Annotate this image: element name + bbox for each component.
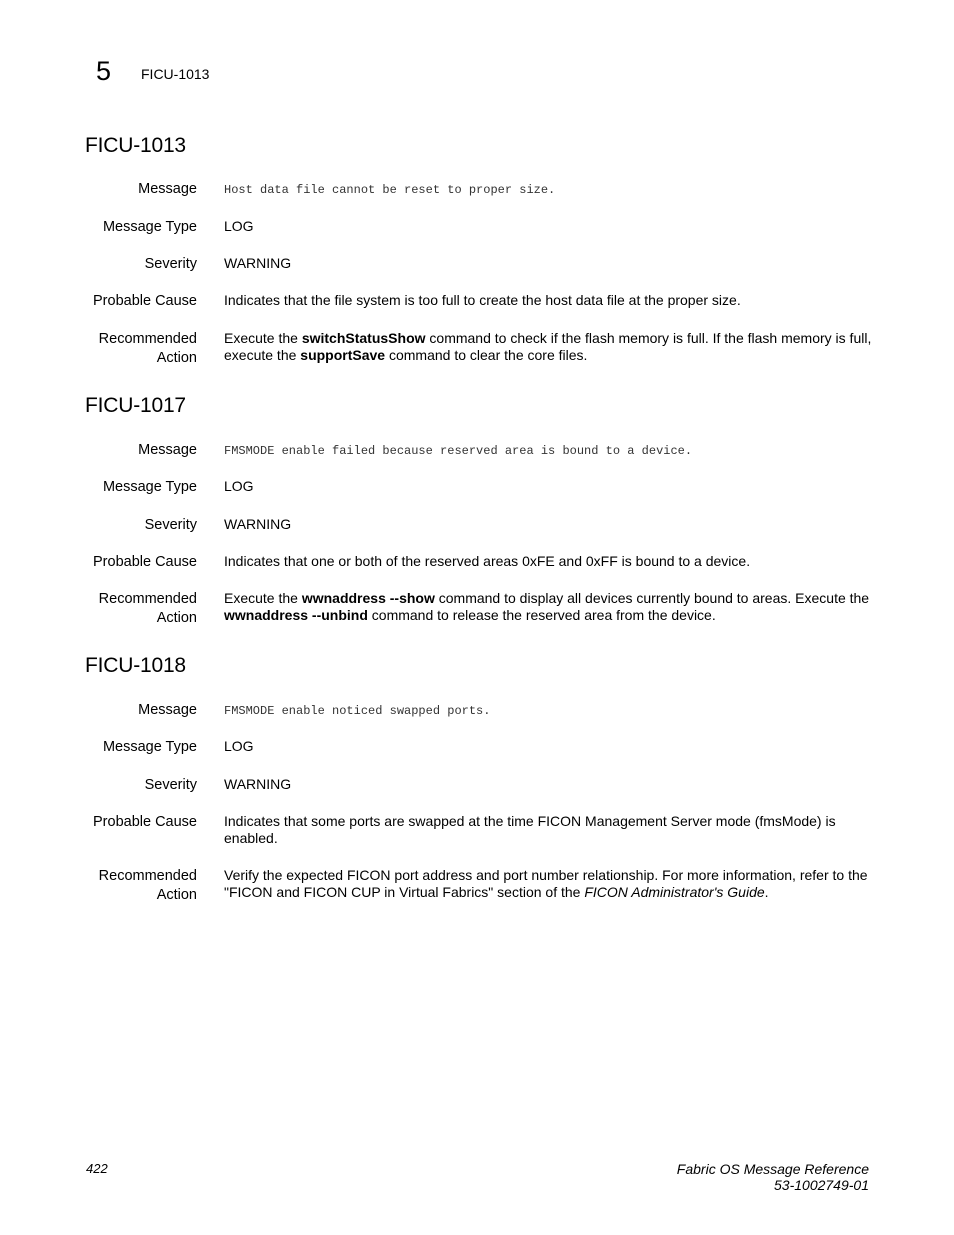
label-line-2: Action	[156, 887, 197, 903]
probable-cause-value: Indicates that the file system is too full to create the host data file at the proper size.	[224, 292, 741, 308]
label-message-type: Message Type	[102, 219, 197, 235]
label-line-1: Recommended	[98, 868, 197, 884]
section-title: FICU-1013	[85, 134, 186, 157]
footer-doc-info	[677, 1161, 869, 1193]
label-recommended-action	[85, 590, 197, 628]
action-text: command to check if the flash memory is full. If the flash memory is full, execute the	[224, 330, 872, 363]
action-text: Execute the	[224, 330, 302, 346]
label-line-2: Action	[156, 350, 197, 366]
action-text: Verify the expected FICON port address and port number relationship. For more information, refer to the "FICON and FICON CUP in Virtual Fabrics" section of the	[224, 867, 868, 900]
action-command: switchStatusShow	[301, 330, 426, 346]
action-text: command to release the reserved area from the device.	[367, 607, 716, 623]
message-type-value: LOG	[224, 478, 254, 494]
action-text: Execute the	[224, 590, 302, 606]
label-severity: Severity	[144, 256, 197, 272]
doc-title: Fabric OS Message Reference	[676, 1161, 869, 1177]
label-message-type: Message Type	[102, 479, 197, 495]
severity-value: WARNING	[224, 776, 292, 792]
action-text: .	[764, 884, 769, 900]
label-line-1: Recommended	[98, 331, 197, 347]
action-command: wwnaddress --show	[301, 590, 435, 606]
message-value: FMSMODE enable noticed swapped ports.	[224, 704, 491, 718]
recommended-action-value	[224, 330, 874, 364]
label-message: Message	[138, 702, 197, 718]
action-command: wwnaddress --unbind	[224, 607, 368, 623]
severity-value: WARNING	[224, 255, 292, 271]
probable-cause-value: Indicates that some ports are swapped at the time FICON Management Server mode (fmsMode) is enabled.	[224, 813, 836, 846]
label-probable-cause: Probable Cause	[93, 554, 197, 570]
running-head: FICU-1013	[141, 66, 210, 82]
guide-title: FICON Administrator's Guide	[584, 884, 765, 900]
message-value: FMSMODE enable failed because reserved area is bound to a device.	[224, 444, 693, 458]
label-message-type: Message Type	[102, 739, 197, 755]
section-title: FICU-1017	[85, 394, 186, 417]
label-message: Message	[138, 181, 197, 197]
label-line-1: Recommended	[98, 591, 197, 607]
probable-cause-value: Indicates that one or both of the reserved areas 0xFE and 0xFF is bound to a device.	[224, 553, 751, 569]
section-ficu-1018	[85, 654, 885, 903]
section-ficu-1013	[85, 134, 885, 366]
message-type-value: LOG	[224, 218, 254, 234]
label-recommended-action	[85, 330, 197, 368]
section-title: FICU-1018	[85, 654, 186, 677]
label-probable-cause: Probable Cause	[93, 814, 197, 830]
doc-number: 53-1002749-01	[774, 1177, 869, 1193]
section-ficu-1017	[85, 394, 885, 626]
page-number: 422	[86, 1161, 108, 1176]
label-message: Message	[138, 442, 197, 458]
severity-value: WARNING	[224, 516, 292, 532]
chapter-number: 5	[96, 56, 112, 86]
message-type-value: LOG	[224, 738, 254, 754]
recommended-action-value	[224, 867, 874, 901]
message-value: Host data file cannot be reset to proper size.	[224, 183, 556, 197]
recommended-action-value	[224, 590, 874, 624]
label-severity: Severity	[144, 777, 197, 793]
label-probable-cause: Probable Cause	[93, 293, 197, 309]
label-line-2: Action	[156, 610, 197, 626]
label-severity: Severity	[144, 517, 197, 533]
action-text: command to display all devices currently bound to areas. Execute the	[434, 590, 870, 606]
action-command: supportSave	[300, 347, 386, 363]
label-recommended-action	[85, 867, 197, 905]
action-text: command to clear the core files.	[385, 347, 588, 363]
